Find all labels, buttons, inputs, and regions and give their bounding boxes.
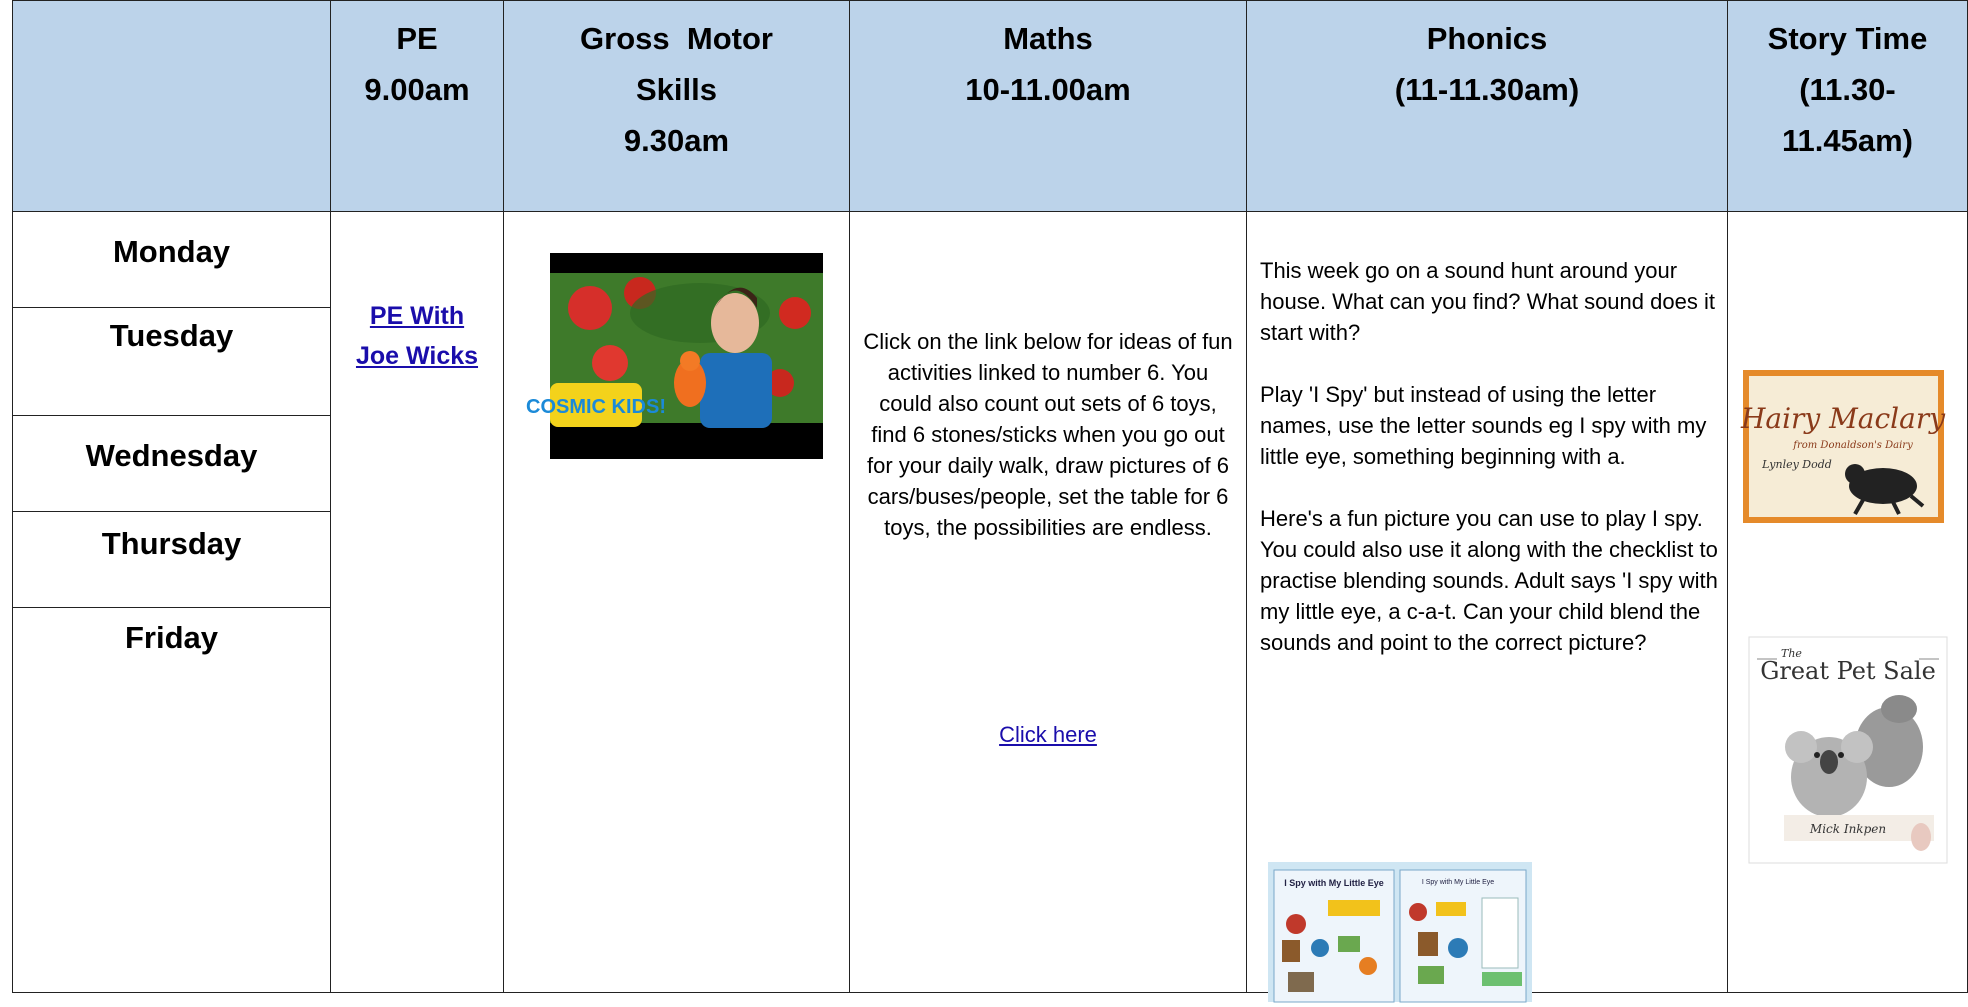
header-gross-motor: [503, 0, 850, 212]
header-pe-time: 9.00am: [364, 72, 470, 107]
pe-link-line2: Joe Wicks: [355, 342, 479, 370]
phonics-paragraph-1: This week go on a sound hunt around your house. What can you find? What sound does it start with?: [1260, 258, 1715, 345]
book2-the: The: [1781, 647, 1802, 660]
header-empty: [12, 0, 331, 212]
header-story-title: Story Time: [1767, 21, 1928, 56]
header-phonics: [1246, 0, 1728, 212]
phonics-paragraph-2: Play 'I Spy' but instead of using the letter names, use the letter sounds eg I spy with my little eye, something beginning with a.: [1260, 382, 1707, 469]
day-friday: [12, 607, 331, 993]
header-gross-motor-time: 9.30am: [623, 123, 730, 158]
hairy-maclary-book-cover[interactable]: [1740, 370, 1946, 523]
day-label: Wednesday: [85, 438, 258, 473]
gross-motor-cell: [503, 211, 850, 993]
day-label: Friday: [124, 620, 219, 655]
book2-author: Mick Inkpen: [1809, 822, 1887, 836]
i-spy-worksheet-image[interactable]: [1268, 862, 1532, 993]
maths-instructions: Click on the link below for ideas of fun activities linked to number 6. You could also count out sets of 6 toys, find 6 stones/sticks when you go out for your daily walk, draw pictures of 6 cars/buses/people, set the table for 6 toys, the possibilities are endless.: [863, 329, 1233, 540]
maths-link-wrap: [849, 719, 1247, 750]
header-pe: [330, 0, 504, 212]
header-story-time1: (11.30-: [1799, 72, 1896, 107]
day-thursday: [12, 511, 331, 608]
header-gross-motor-title2: Skills: [636, 72, 717, 107]
i-spy-title-2: I Spy with My Little Eye: [1421, 879, 1495, 886]
header-story-time2: 11.45am): [1782, 123, 1913, 158]
day-label: Monday: [112, 234, 231, 269]
header-gross-motor-title: Gross Motor: [580, 21, 773, 56]
header-story: [1727, 0, 1968, 212]
day-wednesday: [12, 415, 331, 512]
book2-title: Great Pet Sale: [1760, 657, 1936, 685]
header-phonics-time: (11-11.30am): [1394, 72, 1580, 107]
phonics-text: [1260, 255, 1718, 658]
book1-title: Hairy Maclary: [1740, 402, 1946, 435]
day-label: Thursday: [101, 526, 242, 561]
cosmic-kids-logo-text: COSMIC KIDS!: [526, 396, 666, 418]
cosmic-kids-video-thumbnail[interactable]: [526, 253, 823, 459]
great-pet-sale-book-cover[interactable]: [1749, 637, 1947, 863]
pe-link-line1: PE With: [369, 302, 465, 330]
header-maths-time: 10-11.00am: [965, 72, 1131, 107]
pe-with-joe-wicks-link[interactable]: [356, 302, 478, 370]
book1-author: Lynley Dodd: [1762, 458, 1832, 471]
timetable: [12, 0, 1968, 993]
day-label: Tuesday: [109, 318, 234, 353]
header-maths-title: Maths: [1003, 21, 1093, 56]
click-here-link[interactable]: Click here: [999, 722, 1097, 747]
header-maths: [849, 0, 1247, 212]
i-spy-title-1: I Spy with My Little Eye: [1284, 878, 1384, 888]
day-monday: [12, 211, 331, 308]
book1-subtitle: from Donaldson's Dairy: [1793, 440, 1913, 451]
pe-link-wrap: [330, 296, 504, 376]
header-phonics-title: Phonics: [1426, 21, 1548, 56]
phonics-paragraph-3: Here's a fun picture you can use to play I spy. You could also use it along with the checklist to practise blending sounds. Adult says 'I spy with my little eye, a c-a-t. Can your child blend the sounds and point to the correct picture?: [1260, 506, 1718, 655]
story-cell: [1727, 211, 1968, 993]
header-pe-title: PE: [396, 21, 438, 56]
day-tuesday: [12, 307, 331, 416]
